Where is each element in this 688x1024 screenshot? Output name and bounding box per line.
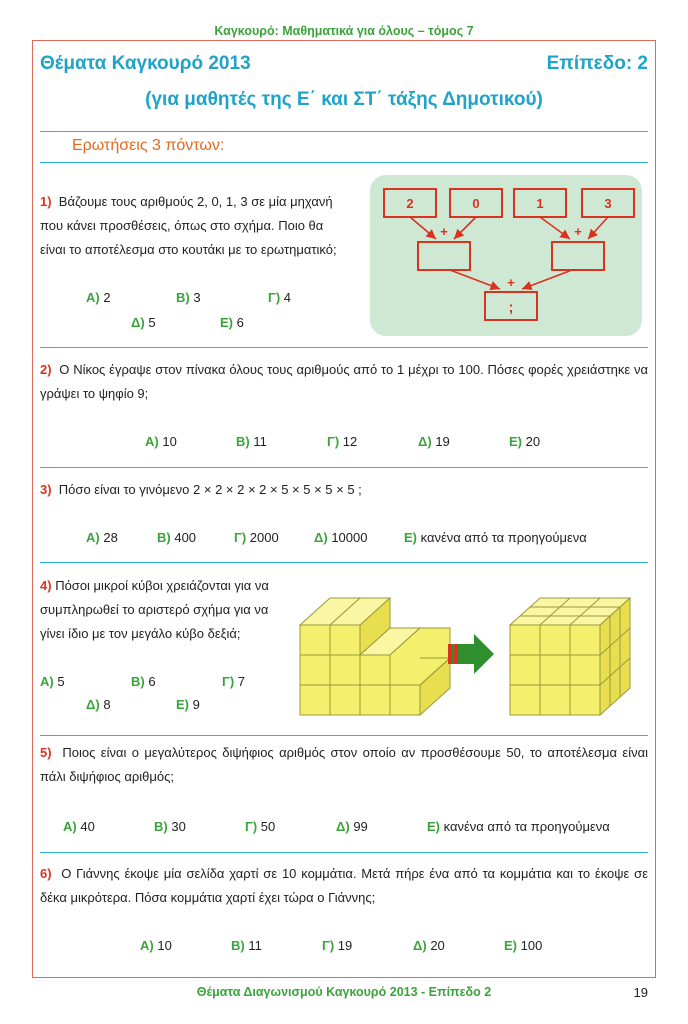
page-footer: Θέματα Διαγωνισμού Καγκουρό 2013 - Επίπεδο 2 (196, 985, 492, 999)
divider (40, 735, 648, 736)
question-number: 6) (40, 866, 52, 881)
divider (40, 162, 648, 163)
plus-sign: + (507, 275, 515, 290)
page-subtitle: (για μαθητές της Ε΄ και ΣΤ΄ τάξης Δημοτικού) (145, 89, 543, 110)
option-d[interactable]: Δ) 8 (86, 697, 111, 712)
cubes-figure (298, 578, 644, 723)
option-d[interactable]: Δ) 5 (131, 315, 156, 330)
option-b[interactable]: Β) 11 (236, 434, 267, 449)
question-text: Πόσοι μικροί κύβοι χρειάζονται για να (55, 578, 269, 593)
question-number: 1) (40, 194, 52, 209)
option-b[interactable]: Β) 400 (157, 530, 197, 545)
divider (40, 467, 648, 468)
question-number: 3) (40, 482, 52, 497)
running-header: Καγκουρό: Μαθηματικά για όλους – τόμος 7 (214, 24, 474, 38)
question-text: Ποιος είναι ο μεγαλύτερος διψήφιος αριθμός στον οποίο αν προσθέσουμε 50, το αποτέλεσμα είναι πάλι διψήφιος αριθμός; (40, 745, 648, 784)
option-d[interactable]: Δ) 20 (413, 938, 445, 953)
question-6 (40, 862, 648, 910)
question-number: 5) (40, 745, 52, 760)
option-a[interactable]: Α) 28 (86, 530, 118, 545)
question-text: Βάζουμε τους αριθμούς 2, 0, 1, 3 σε μία μηχανή (58, 194, 333, 209)
option-e[interactable]: Ε) 20 (509, 434, 541, 449)
partial-cube-shape (300, 598, 450, 715)
input-value: 1 (536, 196, 544, 211)
option-c[interactable]: Γ) 2000 (234, 530, 279, 545)
option-c[interactable]: Γ) 19 (322, 938, 353, 953)
option-e[interactable]: Ε) κανένα από τα προηγούμενα (427, 819, 610, 834)
option-d[interactable]: Δ) 99 (336, 819, 368, 834)
question-3 (40, 478, 648, 502)
option-e[interactable]: Ε) 6 (220, 315, 244, 330)
option-b[interactable]: Β) 11 (231, 938, 262, 953)
question-1 (40, 190, 370, 262)
level-label: Επίπεδο: 2 (546, 53, 648, 74)
plus-sign: + (574, 224, 582, 239)
question-text: είναι το αποτέλεσμα στο κουτάκι με το ερωτηματικό; (40, 242, 337, 257)
option-a[interactable]: Α) 40 (63, 819, 95, 834)
question-text: Ο Νίκος έγραψε στον πίνακα όλους τους αριθμούς από το 1 μέχρι το 100. Πόσες φορές χρειάστηκε να γράψει το ψηφίο 9; (40, 362, 648, 401)
option-e[interactable]: Ε) 9 (176, 697, 200, 712)
divider (40, 852, 648, 853)
divider (40, 562, 648, 563)
option-e[interactable]: Ε) κανένα από τα προηγούμενα (404, 530, 587, 545)
option-b[interactable]: Β) 6 (131, 674, 156, 689)
sum-box (418, 242, 470, 270)
question-text: που κάνει προσθέσεις, όπως στο σχήμα. Ποιο θα (40, 218, 324, 233)
option-a[interactable]: Α) 5 (40, 674, 65, 689)
option-a[interactable]: Α) 2 (86, 290, 111, 305)
page-title: Θέματα Καγκουρό 2013 (40, 53, 251, 74)
question-5 (40, 741, 648, 789)
option-a[interactable]: Α) 10 (145, 434, 177, 449)
page-number: 19 (633, 985, 648, 1000)
sum-box (552, 242, 604, 270)
question-mark: ; (508, 299, 514, 316)
section-heading: Ερωτήσεις 3 πόντων: (72, 137, 225, 154)
arrow-icon (448, 634, 494, 674)
question-text: γίνει ίδιο με τον μεγάλο κύβο δεξιά; (40, 626, 241, 641)
option-b[interactable]: Β) 3 (176, 290, 201, 305)
option-a[interactable]: Α) 10 (140, 938, 172, 953)
option-d[interactable]: Δ) 19 (418, 434, 450, 449)
option-c[interactable]: Γ) 12 (327, 434, 358, 449)
question-number: 2) (40, 362, 52, 377)
option-d[interactable]: Δ) 10000 (314, 530, 368, 545)
question-number: 4) (40, 578, 52, 593)
question-2 (40, 358, 648, 406)
option-e[interactable]: Ε) 100 (504, 938, 543, 953)
option-c[interactable]: Γ) 7 (222, 674, 246, 689)
question-text: συμπληρωθεί το αριστερό σχήμα για να (40, 602, 269, 617)
full-cube-shape (510, 598, 630, 715)
input-value: 2 (406, 196, 414, 211)
option-c[interactable]: Γ) 50 (245, 819, 276, 834)
input-value: 3 (604, 196, 612, 211)
input-value: 0 (472, 196, 480, 211)
option-b[interactable]: Β) 30 (154, 819, 186, 834)
addition-machine-diagram (370, 175, 642, 336)
question-4 (40, 574, 300, 646)
option-c[interactable]: Γ) 4 (268, 290, 292, 305)
question-text: Ο Γιάννης έκοψε μία σελίδα χαρτί σε 10 κομμάτια. Μετά πήρε ένα από τα κομμάτια και το έκοψε σε δέκα μικρότερα. Πόσα κομμάτια χαρτί έχει τώρα ο Γιάννης; (40, 866, 648, 905)
divider (40, 131, 648, 132)
plus-sign: + (440, 224, 448, 239)
divider (40, 347, 648, 348)
question-text: Πόσο είναι το γινόμενο 2 × 2 × 2 × 2 × 5 × 5 × 5 × 5 ; (58, 482, 362, 497)
